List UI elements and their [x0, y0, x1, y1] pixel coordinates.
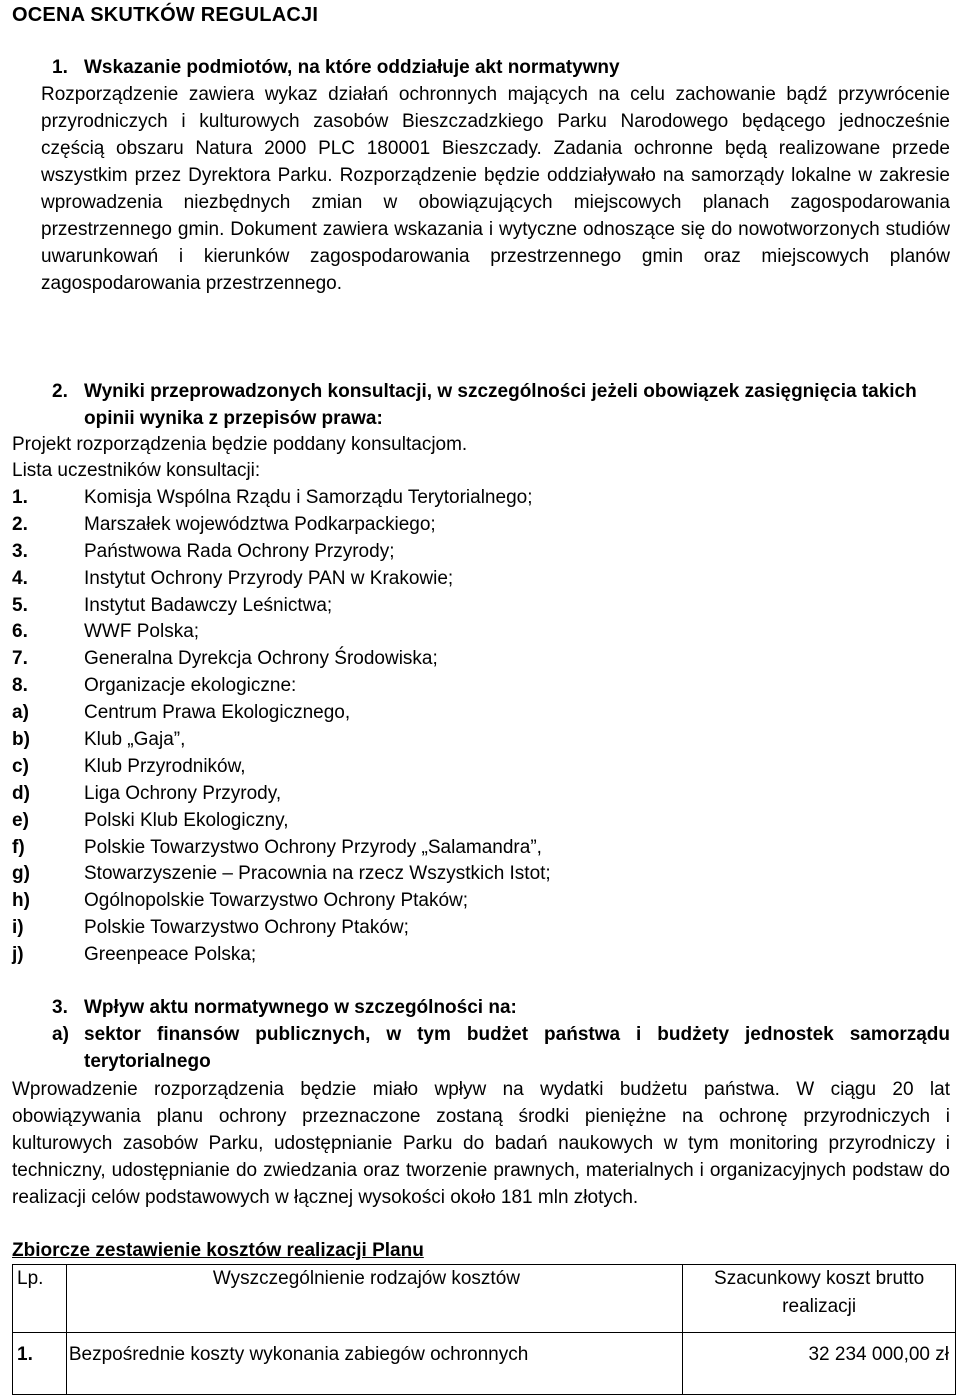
- list-item-marker: j): [12, 944, 24, 966]
- section-3a-marker: a): [52, 1024, 69, 1045]
- list-item-marker: c): [12, 755, 29, 777]
- list-item-marker: d): [12, 782, 30, 804]
- section-3a-heading: [52, 1021, 950, 1075]
- list-item-label: Organizacje ekologiczne:: [84, 675, 297, 697]
- list-item-label: Ogólnopolskie Towarzystwo Ochrony Ptaków;: [84, 890, 469, 912]
- header-item: Wyszczególnienie rodzajów kosztów: [66, 1265, 682, 1333]
- list-item-marker: i): [12, 917, 24, 939]
- list-item-marker: a): [12, 702, 29, 724]
- section-1-number: 1.: [52, 57, 68, 78]
- row-item: Bezpośrednie koszty wykonania zabiegów ochronnych: [66, 1333, 682, 1395]
- list-item-label: Centrum Prawa Ekologicznego,: [84, 702, 351, 724]
- section-2-heading: [52, 378, 932, 432]
- list-item-marker: 1.: [12, 487, 28, 508]
- participants-list-title: Lista uczestników konsultacji:: [12, 460, 261, 481]
- list-item-marker: 4.: [12, 567, 28, 589]
- section-2-number: 2.: [52, 381, 68, 402]
- header-lp: Lp.: [13, 1265, 67, 1333]
- costs-table-header-row: [13, 1265, 956, 1333]
- list-item-label: Marszałek województwa Podkarpackiego;: [84, 513, 436, 535]
- list-item-label: Polskie Towarzystwo Ochrony Ptaków;: [84, 917, 409, 939]
- list-item-marker: f): [12, 836, 25, 858]
- list-item-label: Polskie Towarzystwo Ochrony Przyrody „Salamandra”,: [84, 836, 542, 858]
- list-item-marker: 6.: [12, 621, 28, 643]
- list-item-marker: 7.: [12, 648, 28, 670]
- list-item-marker: g): [12, 863, 30, 885]
- costs-table: [12, 1264, 956, 1395]
- list-item-marker: h): [12, 890, 30, 912]
- list-item-label: Generalna Dyrekcja Ochrony Środowiska;: [84, 648, 438, 670]
- document-title: OCENA SKUTKÓW REGULACJI: [12, 4, 319, 26]
- list-item-marker: 2.: [12, 513, 28, 535]
- row-cost: 32 234 000,00 zł: [683, 1333, 956, 1395]
- list-item-label: Komisja Wspólna Rządu i Samorządu Terytorialnego;: [84, 487, 533, 508]
- header-cost: Szacunkowy koszt brutto realizacji: [683, 1265, 956, 1333]
- list-item-marker: e): [12, 809, 29, 831]
- list-item-label: Państwowa Rada Ochrony Przyrody;: [84, 540, 395, 562]
- list-item-marker: b): [12, 729, 30, 751]
- section-2-intro: Projekt rozporządzenia będzie poddany konsultacjom.: [12, 434, 468, 455]
- list-item-marker: 3.: [12, 540, 28, 562]
- list-item-label: Greenpeace Polska;: [84, 944, 257, 966]
- table-row: [13, 1333, 956, 1395]
- list-item-label: Polski Klub Ekologiczny,: [84, 809, 289, 831]
- section-1-body: Rozporządzenie zawiera wykaz działań ochronnych mających na celu zachowanie bądź przywrócenie przyrodniczych i kulturowych zasobów Bieszczadzkiego Parku Narodowego będącego jednocześnie częścią obszaru Natura 2000 PLC 180001 Bieszczady. Zadania ochronne będą realizowane przede wszystkim przez Dyrektora Parku. Rozporządzenie będzie oddziaływało na samorządy lokalne w zakresie wprowadzenia niezbędnych zmian w obowiązujących miejscowych planach zagospodarowania przestrzennego gmin. Dokument zawiera wskazania i wytyczne odnoszące się do nowotworzonych studiów uwarunkowań i kierunków zagospodarowania przestrzennego gmin oraz miejscowych planów zagospodarowania przestrzennego.: [41, 84, 950, 294]
- row-lp: 1.: [13, 1333, 67, 1395]
- section-1-heading-text: Wskazanie podmiotów, na które oddziałuje akt normatywny: [84, 57, 620, 78]
- section-3-number: 3.: [52, 997, 68, 1018]
- costs-table-title: Zbiorcze zestawienie kosztów realizacji Planu: [12, 1240, 424, 1261]
- list-item-label: Klub „Gaja”,: [84, 729, 186, 751]
- list-item-label: Stowarzyszenie – Pracownia na rzecz Wszystkich Istot;: [84, 863, 551, 885]
- list-item-label: Liga Ochrony Przyrody,: [84, 782, 282, 804]
- section-1-heading: [52, 54, 952, 81]
- list-item-marker: 5.: [12, 594, 28, 616]
- list-item-marker: 8.: [12, 675, 28, 697]
- list-item-label: Instytut Badawczy Leśnictwa;: [84, 594, 333, 616]
- list-item-label: Instytut Ochrony Przyrody PAN w Krakowie;: [84, 567, 454, 589]
- section-3-heading: [52, 994, 952, 1021]
- section-2-heading-text: Wyniki przeprowadzonych konsultacji, w szczególności jeżeli obowiązek zasięgnięcia takich opinii wynika z przepisów prawa:: [84, 381, 917, 429]
- list-item-label: WWF Polska;: [84, 621, 200, 643]
- section-3-body: Wprowadzenie rozporządzenia będzie miało wpływ na wydatki budżetu państwa. W ciągu 20 lat obowiązywania planu ochrony przeznaczone zostaną środki pieniężne na ochronę przyrodniczych i kulturowych zasobów Parku, udostępnianie Parku do badań naukowych w tym monitoring przyrodniczy i techniczny, udostępnianie do zwiedzania oraz tworzenie prawnych, materialnych i organizacyjnych podstaw do realizacji celów podstawowych w łącznej wysokości około 181 mln złotych.: [12, 1079, 950, 1208]
- list-item-label: Klub Przyrodników,: [84, 755, 246, 777]
- section-3a-heading-text: sektor finansów publicznych, w tym budżet państwa i budżety jednostek samorządu terytorialnego: [84, 1024, 950, 1072]
- section-3-heading-text: Wpływ aktu normatywnego w szczególności na:: [84, 997, 517, 1018]
